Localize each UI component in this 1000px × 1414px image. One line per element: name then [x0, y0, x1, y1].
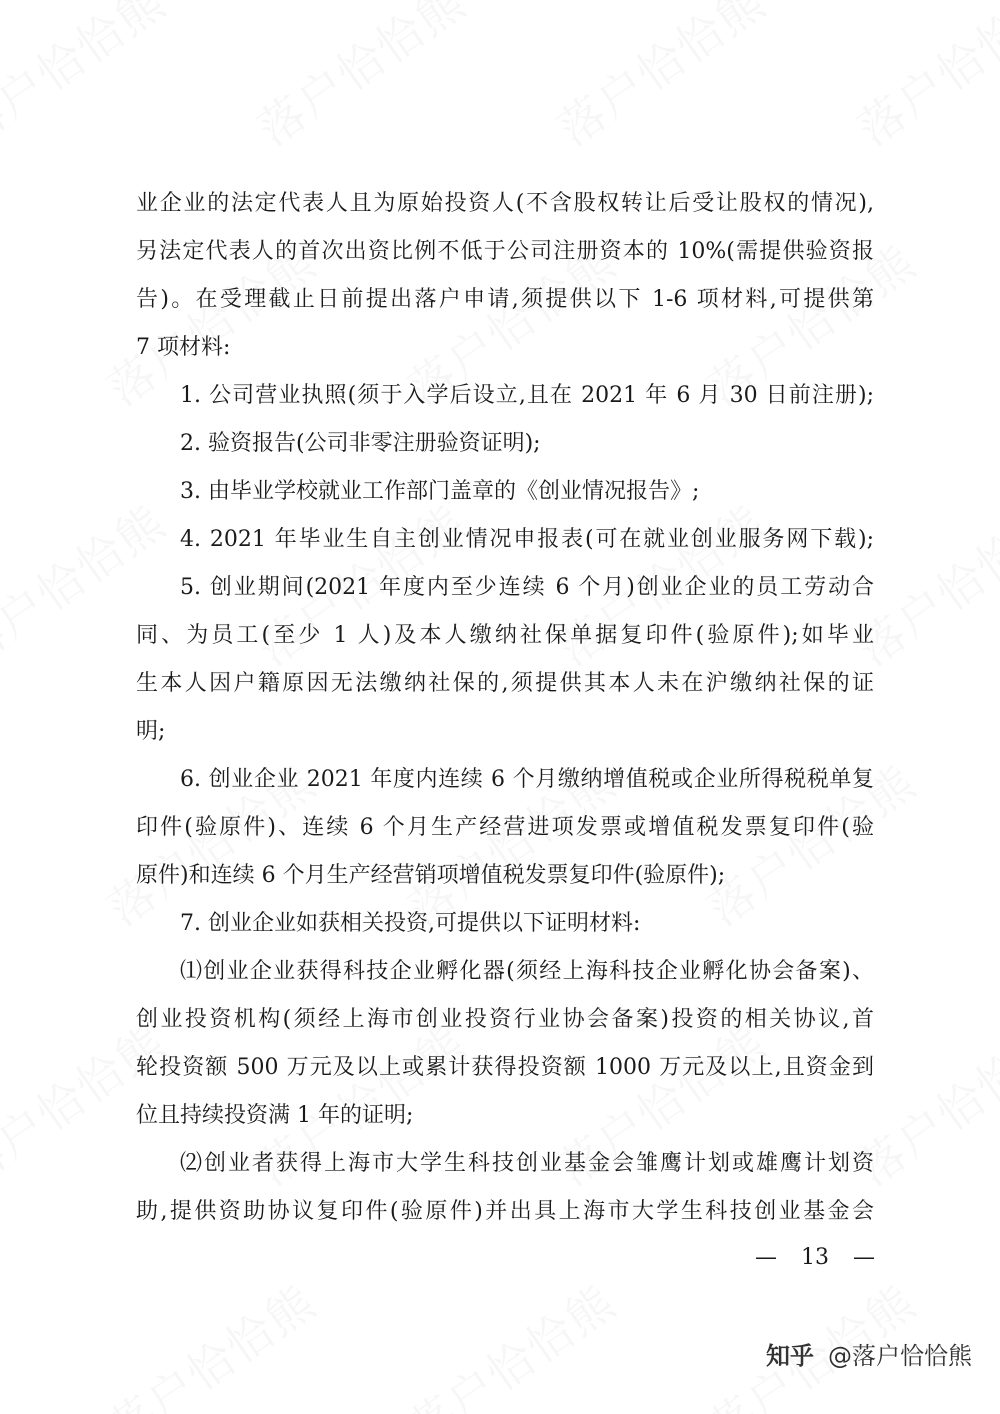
list-item	[136, 564, 874, 756]
footer-credit	[766, 1336, 972, 1371]
watermark-text	[393, 1267, 627, 1414]
zhihu-logo: 知乎	[766, 1342, 814, 1370]
watermark-text	[993, 227, 1000, 419]
page-number-dash-left: —	[755, 1245, 777, 1270]
list-item	[136, 900, 874, 948]
text-line: 印件(验原件)、连续 6 个月生产经营进项发票或增值税发票复印件(验	[136, 815, 874, 840]
watermark-text	[993, 747, 1000, 939]
text-line: 7 项材料:	[136, 335, 231, 360]
text-line: 助,提供资助协议复印件(验原件)并出具上海市大学生科技创业基金会	[136, 1199, 874, 1224]
watermark-text	[993, 1267, 1000, 1414]
list-item	[136, 756, 874, 900]
author-handle: @落户恰恰熊	[828, 1342, 972, 1370]
list-item	[136, 372, 874, 420]
paragraph	[136, 180, 874, 372]
text-line: 1. 公司营业执照(须于入学后设立,且在 2021 年 6 月 30 日前注册);	[180, 383, 874, 408]
text-line: 原件)和连续 6 个月生产经营销项增值税发票复印件(验原件);	[136, 863, 726, 888]
list-item	[136, 516, 874, 564]
watermark-text	[843, 0, 1000, 159]
text-line: 轮投资额 500 万元及以上或累计获得投资额 1000 万元及以上,且资金到	[136, 1055, 874, 1080]
watermark-text	[93, 1267, 327, 1414]
text-line: 告)。在受理截止日前提出落户申请,须提供以下 1-6 项材料,可提供第	[136, 287, 874, 312]
text-line: 2. 验资报告(公司非零注册验资证明);	[180, 431, 541, 456]
document-body	[136, 180, 874, 1236]
page-number-value: 13	[801, 1245, 829, 1270]
watermark-text	[543, 0, 777, 159]
page-number	[755, 1240, 875, 1276]
text-line: ⑵创业者获得上海市大学生科技创业基金会雏鹰计划或雄鹰计划资	[180, 1151, 874, 1176]
watermark-text	[243, 0, 477, 159]
text-line: 3. 由毕业学校就业工作部门盖章的《创业情况报告》;	[180, 479, 700, 504]
text-line: 4. 2021 年毕业生自主创业情况申报表(可在就业创业服务网下载);	[180, 527, 874, 552]
text-line: 创业投资机构(须经上海市创业投资行业协会备案)投资的相关协议,首	[136, 1007, 874, 1032]
text-line: 业企业的法定代表人且为原始投资人(不含股权转让后受让股权的情况),	[136, 191, 874, 216]
text-line: 另法定代表人的首次出资比例不低于公司注册资本的 10%(需提供验资报	[136, 239, 874, 264]
list-item	[136, 420, 874, 468]
text-line: 明;	[136, 719, 166, 744]
text-line: 5. 创业期间(2021 年度内至少连续 6 个月)创业企业的员工劳动合	[180, 575, 874, 600]
list-item	[136, 468, 874, 516]
text-line: ⑴创业企业获得科技企业孵化器(须经上海科技企业孵化协会备案)、	[180, 959, 874, 984]
text-line: 生本人因户籍原因无法缴纳社保的,须提供其本人未在沪缴纳社保的证	[136, 671, 874, 696]
text-line: 6. 创业企业 2021 年度内连续 6 个月缴纳增值税或企业所得税税单复	[180, 767, 874, 792]
text-line: 位且持续投资满 1 年的证明;	[136, 1103, 414, 1128]
sub-list-item	[136, 948, 874, 1140]
sub-list-item	[136, 1140, 874, 1236]
watermark-text	[0, 0, 177, 159]
page-number-dash-right: —	[853, 1245, 875, 1270]
text-line: 7. 创业企业如获相关投资,可提供以下证明材料:	[180, 911, 641, 936]
text-line: 同、为员工(至少 1 人)及本人缴纳社保单据复印件(验原件);如毕业	[136, 623, 874, 648]
